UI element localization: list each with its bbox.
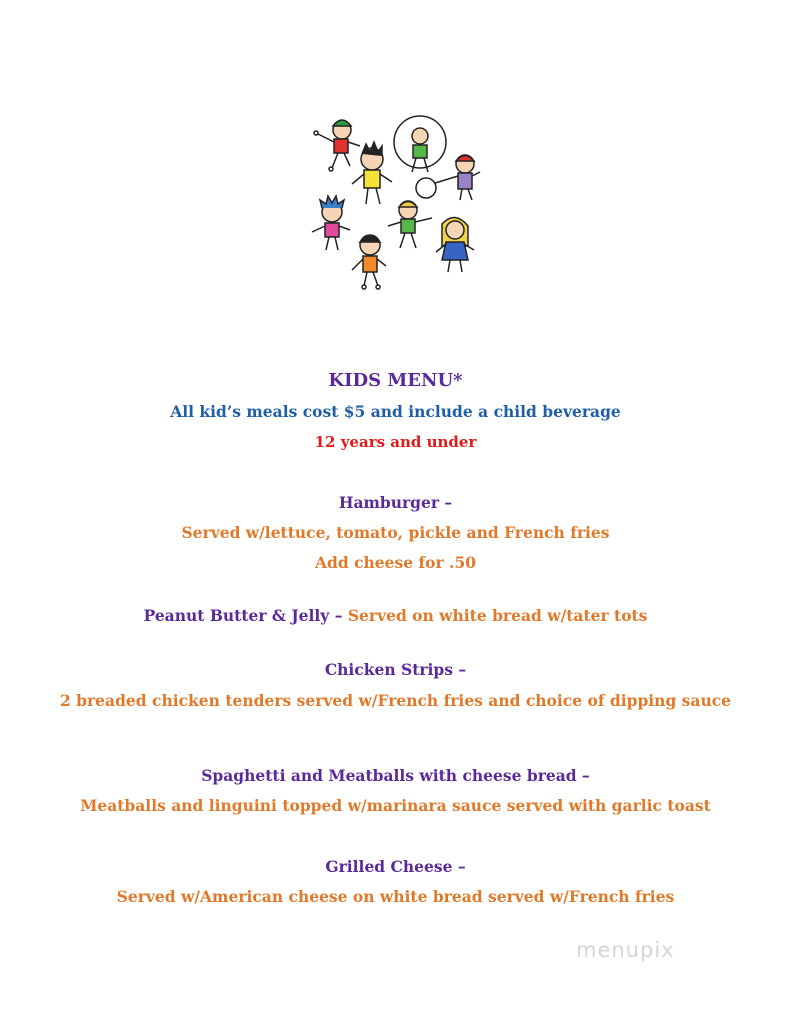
item-name-spaghetti: Spaghetti and Meatballs with cheese bread – <box>201 766 590 785</box>
item-desc-hamburger: Served w/lettuce, tomato, pickle and French fries <box>181 523 610 542</box>
item-desc-grilled-cheese: Served w/American cheese on white bread served w/French fries <box>116 887 675 906</box>
item-desc-chicken-strips: 2 breaded chicken tenders served w/French fries and choice of dipping sauce <box>60 691 732 710</box>
menu-title: KIDS MENU* <box>328 370 463 391</box>
item-name-hamburger: Hamburger – <box>338 493 453 512</box>
kids-illustration <box>300 112 490 297</box>
kid-figure <box>436 217 474 272</box>
kid-figure <box>312 196 350 250</box>
price-note: All kid’s meals cost $5 and include a child beverage <box>170 402 621 421</box>
watermark: menupix <box>576 938 675 962</box>
kid-figure <box>352 142 392 204</box>
kid-figure <box>314 120 360 171</box>
kid-figure <box>352 235 386 289</box>
item-name-pbj: Peanut Butter & Jelly – <box>143 606 343 625</box>
item-name-grilled-cheese: Grilled Cheese – <box>325 857 466 876</box>
age-note: 12 years and under <box>314 433 477 451</box>
item-extra-hamburger: Add cheese for .50 <box>314 553 477 572</box>
kid-figure <box>394 116 446 172</box>
item-name-chicken-strips: Chicken Strips – <box>324 660 467 679</box>
item-row-pbj <box>0 606 791 625</box>
item-desc-spaghetti: Meatballs and linguini topped w/marinara sauce served with garlic toast <box>80 796 711 815</box>
item-desc-pbj: Served on white bread w/tater tots <box>342 606 648 625</box>
kid-figure <box>388 201 432 248</box>
